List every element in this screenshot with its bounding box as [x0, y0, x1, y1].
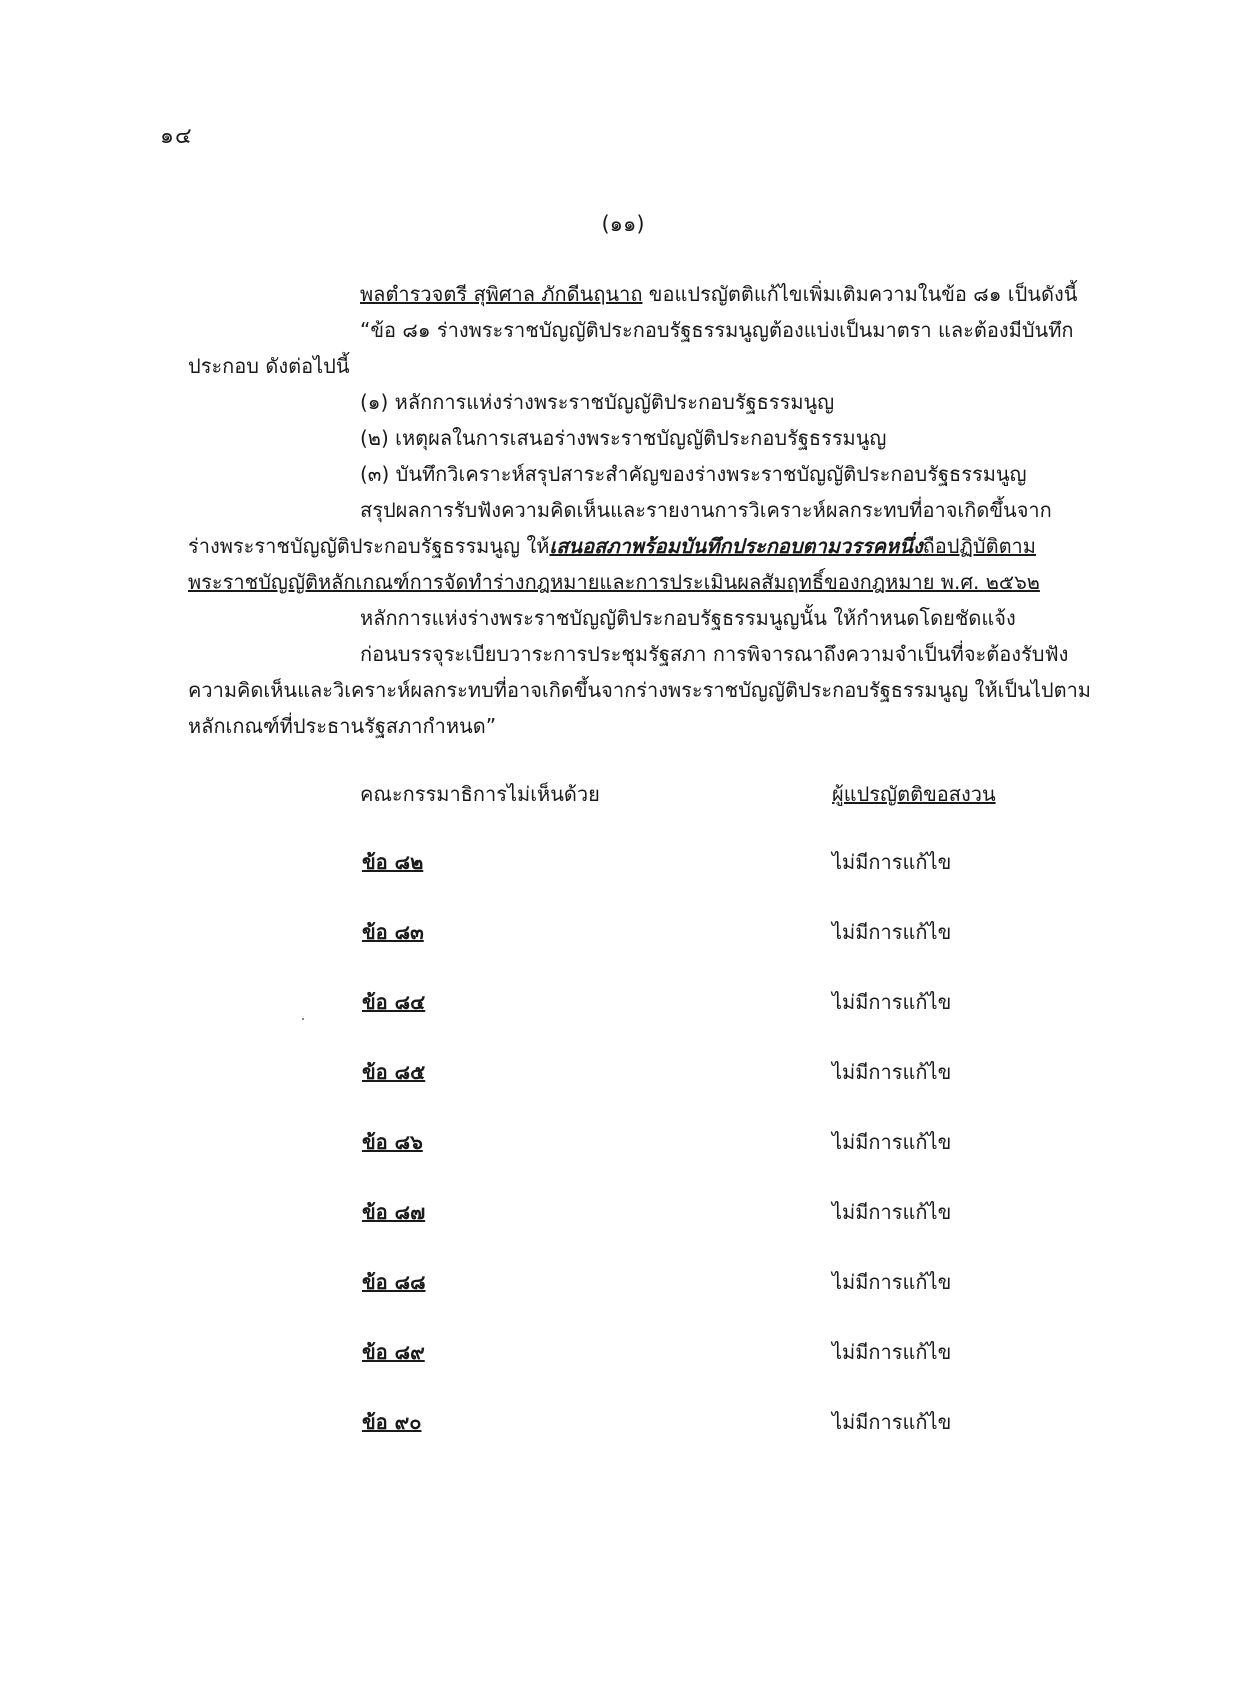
page-number: ๑๔	[160, 124, 193, 149]
paragraph-line: สรุปผลการรับฟังความคิดเห็นและรายงานการวิเคราะห์ผลกระทบที่อาจเกิดขึ้นจาก	[360, 498, 1052, 522]
paragraph-line: หลักการแห่งร่างพระราชบัญญัติประกอบรัฐธรรมนูญนั้น ให้กำหนดโดยชัดแจ้ง	[360, 606, 1016, 630]
scan-speck	[302, 1018, 304, 1020]
paragraph-line	[188, 528, 1078, 564]
committee-header: คณะกรรมาธิการไม่เห็นด้วย	[360, 782, 600, 806]
table-row	[360, 986, 1060, 1018]
status-text: ไม่มีการแก้ไข	[832, 1340, 952, 1364]
table-row	[360, 916, 1060, 948]
list-item: (๑) หลักการแห่งร่างพระราชบัญญัติประกอบรัฐธรรมนูญ	[360, 390, 835, 414]
list-item: (๒) เหตุผลในการเสนอร่างพระราชบัญญัติประกอบรัฐธรรมนูญ	[360, 426, 887, 450]
status-text: ไม่มีการแก้ไข	[832, 1060, 952, 1084]
added-text: ถือปฏิบัติตาม	[922, 534, 1036, 558]
table-row	[360, 1336, 1060, 1368]
table-row	[360, 1126, 1060, 1158]
table-row	[360, 1196, 1060, 1228]
status-text: ไม่มีการแก้ไข	[832, 1200, 952, 1224]
table-row	[360, 846, 1060, 878]
clause-label: ข้อ ๘๗	[362, 1200, 426, 1224]
paragraph-line: ประกอบ ดังต่อไปนี้	[188, 354, 350, 378]
clause-label: ข้อ ๘๘	[362, 1270, 426, 1294]
clause-label: ข้อ ๘๓	[362, 920, 424, 944]
paragraph-line: ความคิดเห็นและวิเคราะห์ผลกระทบที่อาจเกิดขึ้นจากร่างพระราชบัญญัติประกอบรัฐธรรมนูญ ให้เป็นไปตาม	[188, 678, 1091, 702]
status-text: ไม่มีการแก้ไข	[832, 1130, 952, 1154]
paragraph-line: หลักเกณฑ์ที่ประธานรัฐสภากำหนด”	[188, 714, 497, 738]
list-item: (๓) บันทึกวิเคราะห์สรุปสาระสำคัญของร่างพระราชบัญญัติประกอบรัฐธรรมนูญ	[360, 462, 1027, 486]
section-number: (๑๑)	[601, 212, 645, 236]
table-row	[360, 1406, 1060, 1438]
paragraph-line: ก่อนบรรจุระเบียบวาระการประชุมรัฐสภา การพิจารณาถึงความจำเป็นที่จะต้องรับฟัง	[360, 642, 1069, 666]
clause-label: ข้อ ๙๐	[362, 1410, 422, 1434]
status-text: ไม่มีการแก้ไข	[832, 920, 952, 944]
table-row	[360, 1266, 1060, 1298]
clause-label: ข้อ ๘๕	[362, 1060, 426, 1084]
clause-label: ข้อ ๘๙	[362, 1340, 425, 1364]
added-text-line: พระราชบัญญัติหลักเกณฑ์การจัดทำร่างกฎหมายและการประเมินผลสัมฤทธิ์ของกฎหมาย พ.ศ. ๒๕๖๒	[188, 570, 1040, 594]
amended-text: เสนอสภาพร้อมบันทึกประกอบตามวรรคหนึ่ง	[549, 534, 923, 558]
intro-text: ขอแปรญัตติแก้ไขเพิ่มเติมความในข้อ ๘๑ เป็นดังนี้	[642, 282, 1078, 306]
status-text: ไม่มีการแก้ไข	[832, 1270, 952, 1294]
reservation-header: ผู้แปรญัตติขอสงวน	[832, 782, 996, 806]
status-text: ไม่มีการแก้ไข	[832, 1410, 952, 1434]
paragraph-line	[188, 276, 1078, 312]
status-text: ไม่มีการแก้ไข	[832, 990, 952, 1014]
table-row	[360, 1056, 1060, 1088]
text-span: ร่างพระราชบัญญัติประกอบรัฐธรรมนูญ ให้	[188, 534, 550, 558]
status-text: ไม่มีการแก้ไข	[832, 850, 952, 874]
clause-label: ข้อ ๘๔	[362, 990, 426, 1014]
clause-label: ข้อ ๘๒	[362, 850, 424, 874]
amendment-text	[188, 276, 1091, 744]
proposer-name: พลตำรวจตรี สุพิศาล ภักดีนฤนาถ	[360, 282, 643, 306]
paragraph-line: “ข้อ ๘๑ ร่างพระราชบัญญัติประกอบรัฐธรรมนูญต้องแบ่งเป็นมาตรา และต้องมีบันทึก	[360, 318, 1074, 342]
clause-label: ข้อ ๘๖	[362, 1130, 423, 1154]
